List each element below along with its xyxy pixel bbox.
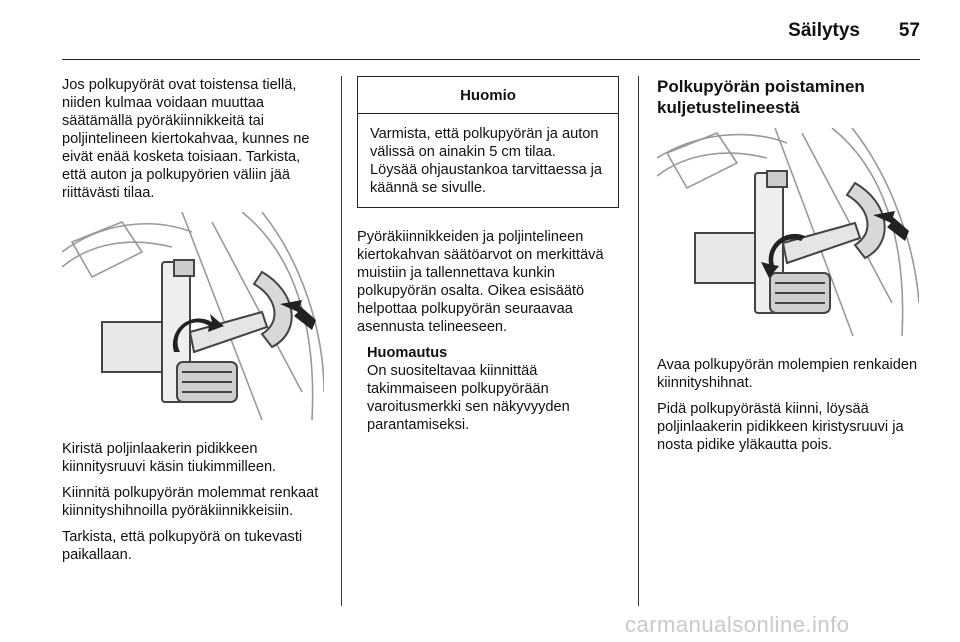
header-rule bbox=[62, 59, 920, 60]
note-text: On suositeltavaa kiinnittää takimmaiseen polkupyörään varoitusmerkki sen näkyvyyden parantamiseksi. bbox=[367, 363, 570, 433]
pedal-clamp-tighten-illustration bbox=[62, 212, 324, 420]
pedal-clamp-release-illustration bbox=[657, 128, 919, 336]
column-1 bbox=[62, 76, 326, 572]
page-number: 57 bbox=[898, 20, 920, 41]
column-2 bbox=[357, 76, 619, 434]
column-divider-2 bbox=[638, 76, 639, 606]
column-divider-1 bbox=[341, 76, 342, 606]
paragraph: Avaa polkupyörän molempien renkaiden kiinnityshihnat. bbox=[657, 357, 918, 391]
caution-text: Varmista, että polkupyörän ja auton välissä on ainakin 5 cm tilaa. Löysää ohjaustankoa tarvittaessa ja käännä se sivulle. bbox=[370, 126, 603, 196]
note-title: Huomautus bbox=[367, 345, 448, 361]
section-heading: Polkupyörän poistaminen kuljetustelineestä bbox=[657, 77, 865, 117]
paragraph: Jos polkupyörät ovat toistensa tiellä, niiden kulmaa voidaan muuttaa säätämällä pyöräkiinnikkeitä tai poljintelineen kiertokahvaa, kunnes ne eivät enää kosketa toisiaan. Tarkista, että auton ja polkupyörien väliin jää riittävästi tilaa. bbox=[62, 77, 310, 201]
paragraph: Pidä polkupyörästä kiinni, löysää poljinlaakerin pidikkeen kiristysruuvi ja nosta pidike yläkautta pois. bbox=[657, 401, 904, 453]
column-3 bbox=[657, 76, 920, 462]
note-block bbox=[367, 344, 619, 434]
watermark: carmanualsonline.info bbox=[625, 612, 850, 637]
paragraph: Kiinnitä polkupyörän molemmat renkaat kiinnityshihnoilla pyöräkiinnikkeisiin. bbox=[62, 485, 319, 519]
caution-title: Huomio bbox=[358, 77, 618, 114]
paragraph: Tarkista, että polkupyörä on tukevasti paikallaan. bbox=[62, 529, 303, 563]
page-title: Säilytys bbox=[788, 20, 860, 41]
paragraph: Pyöräkiinnikkeiden ja poljintelineen kiertokahvan säätöarvot on merkittävä muistiin ja tallennettava kunkin polkupyörän osalta. Oikea esisäätö helpottaa polkupyörän seuraavaa asennusta telineeseen. bbox=[357, 229, 604, 335]
paragraph: Kiristä poljinlaakerin pidikkeen kiinnitysruuvi käsin tiukimmilleen. bbox=[62, 441, 277, 475]
caution-box bbox=[357, 76, 619, 208]
